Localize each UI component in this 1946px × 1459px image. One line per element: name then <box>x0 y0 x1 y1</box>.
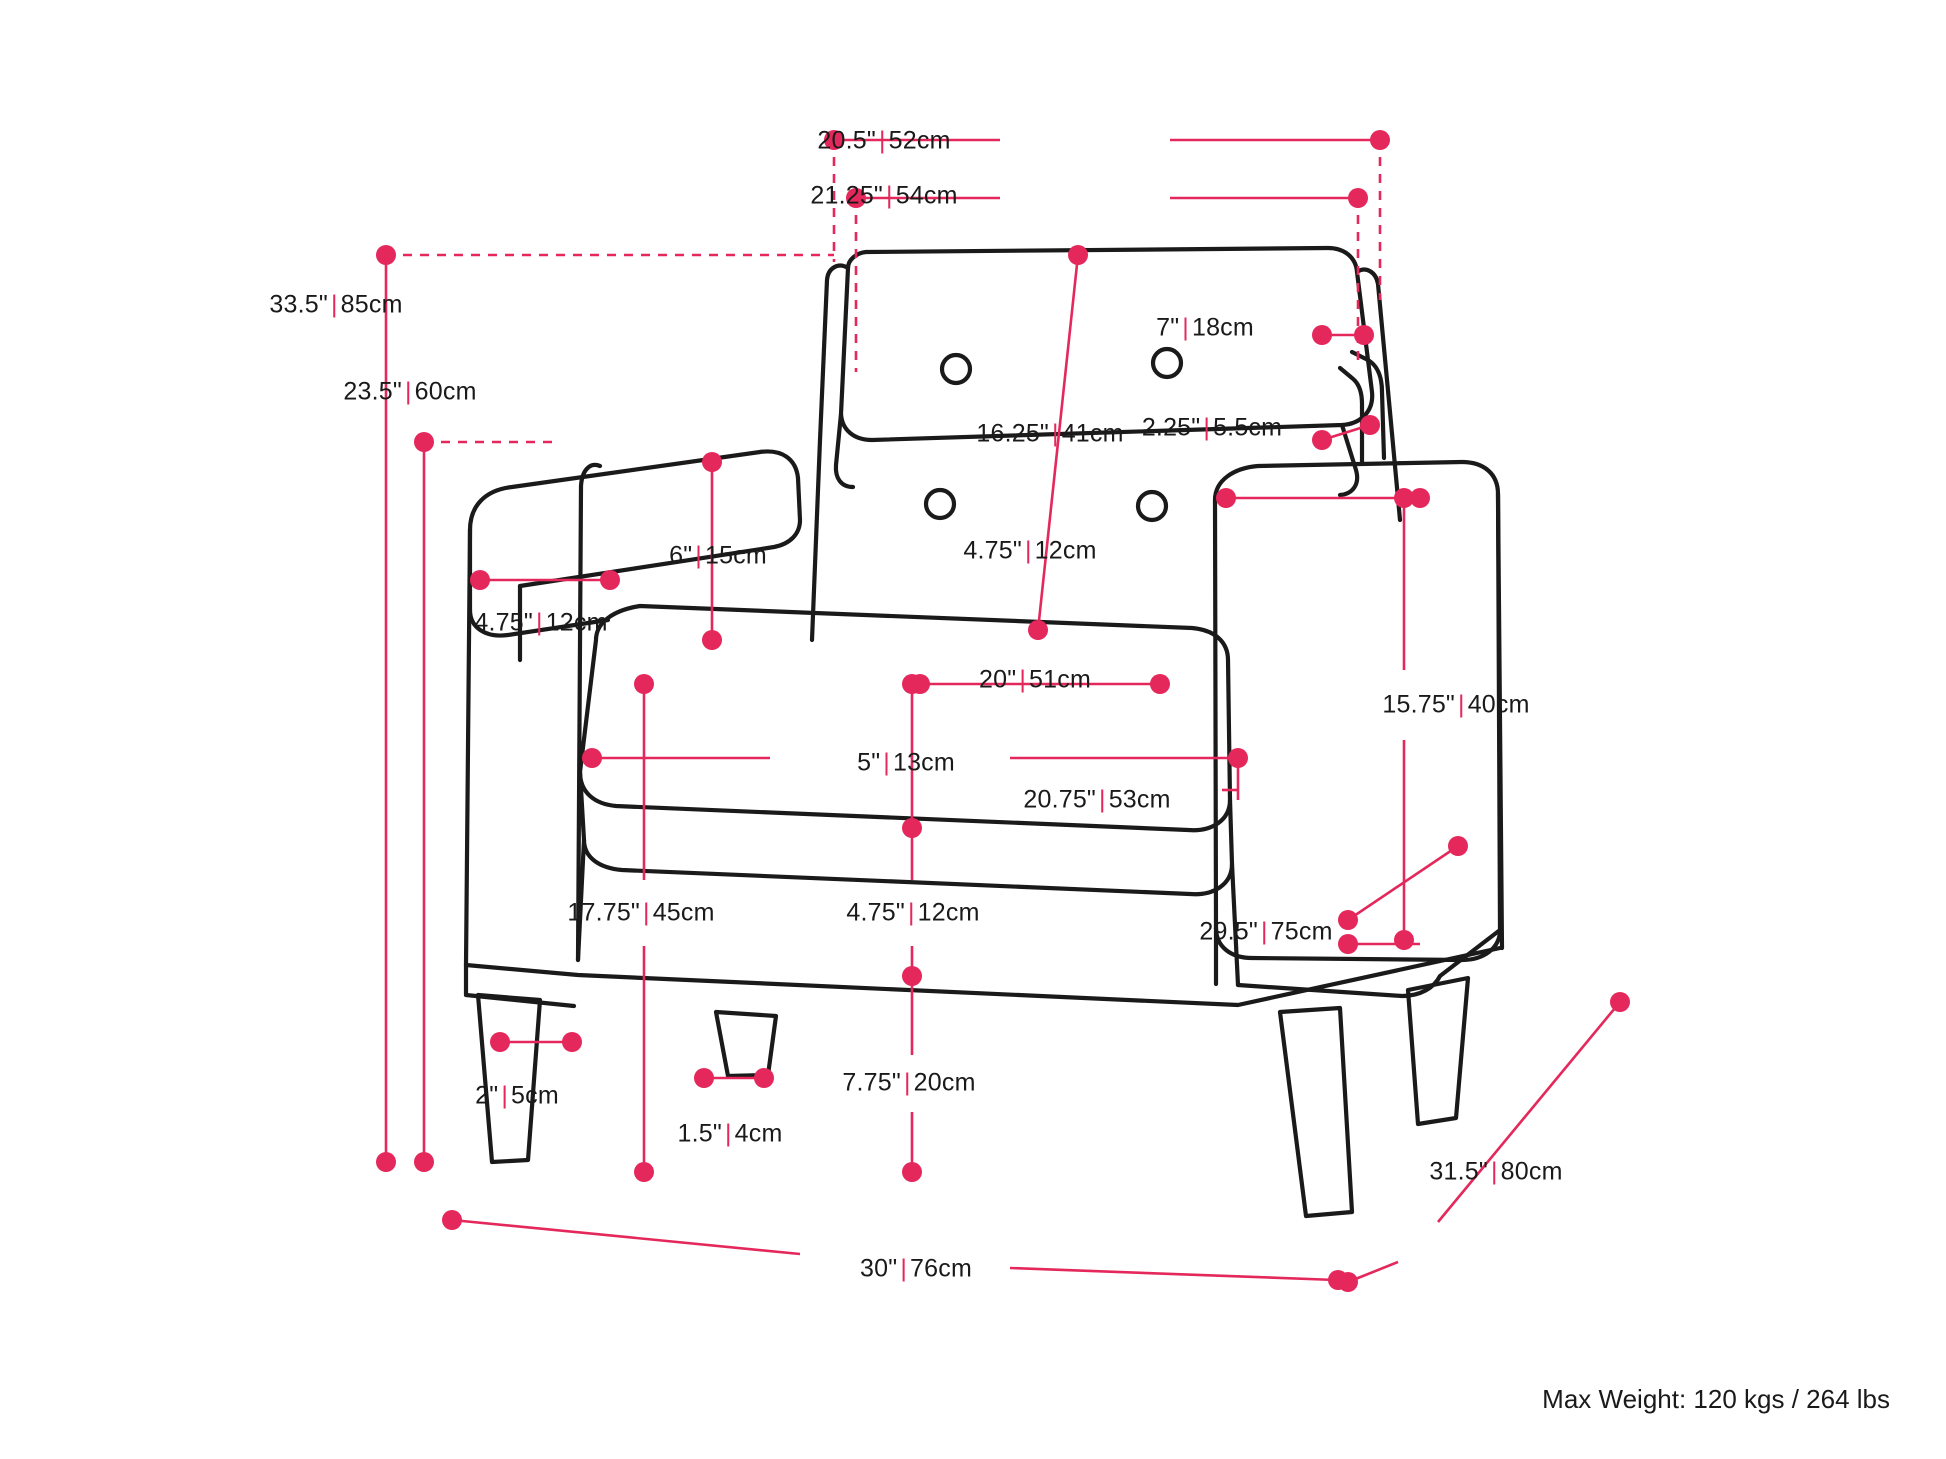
dimension-label: 1.5" | 4cm <box>677 1119 783 1148</box>
dimension-label: 15.75" | 40cm <box>1382 690 1530 719</box>
dimension-lines <box>386 140 1620 1282</box>
dimension-label: 20.5" | 52cm <box>817 126 951 155</box>
dimension-label: 17.75" | 45cm <box>567 898 715 927</box>
dimension-label: 29.5" | 75cm <box>1199 917 1333 946</box>
dimension-label: 5" | 13cm <box>857 748 955 777</box>
dimension-endpoints <box>376 130 1630 1292</box>
dimension-label: 30" | 76cm <box>860 1254 972 1283</box>
max-weight-note: Max Weight: 120 kgs / 264 lbs <box>1542 1384 1890 1414</box>
dimension-label: 20.75" | 53cm <box>1023 785 1171 814</box>
dimension-label: 33.5" | 85cm <box>269 290 403 319</box>
dimension-label: 4.75" | 12cm <box>846 898 980 927</box>
dimension-label: 6" | 15cm <box>669 541 767 570</box>
dimension-label: 4.75" | 12cm <box>474 608 608 637</box>
dimension-label: 31.5" | 80cm <box>1429 1157 1563 1186</box>
dimension-label: 16.25" | 41cm <box>976 419 1124 448</box>
dimension-label: 2" | 5cm <box>475 1081 559 1110</box>
dimension-label: 4.75" | 12cm <box>963 536 1097 565</box>
dimension-label: 23.5" | 60cm <box>343 377 477 406</box>
dimension-label: 7.75" | 20cm <box>842 1068 976 1097</box>
chair-outline <box>466 248 1502 1216</box>
dimension-label: 20" | 51cm <box>979 665 1091 694</box>
dimension-label: 7" | 18cm <box>1156 313 1254 342</box>
dimension-label: 2.25" | 5.5cm <box>1141 413 1283 442</box>
dimension-label: 21.25" | 54cm <box>810 181 958 210</box>
